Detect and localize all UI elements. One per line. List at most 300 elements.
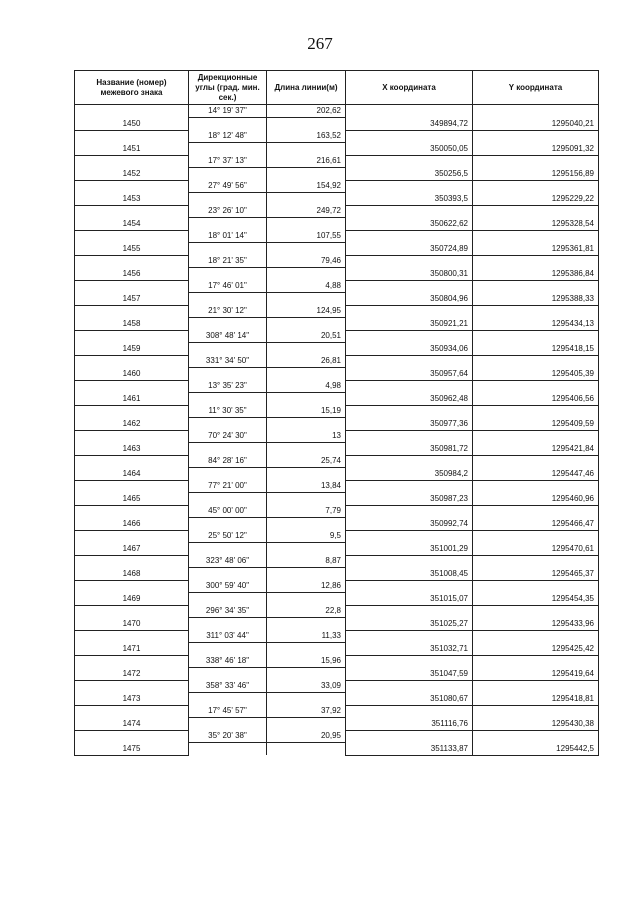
cell-y: 1295454,35 — [473, 593, 599, 606]
cell-angle: 27° 49' 56" — [189, 180, 267, 193]
table-row-segment — [75, 380, 599, 393]
table-body — [75, 105, 599, 756]
table-row-segment — [75, 605, 599, 618]
header-mark: Название (номер) межевого знака — [75, 71, 189, 105]
cell-x: 350987,23 — [346, 493, 473, 506]
cell-empty — [189, 368, 267, 381]
cell-angle: 17° 37' 13" — [189, 155, 267, 168]
table-row-point — [75, 618, 599, 631]
cell-empty — [189, 218, 267, 231]
table-row-point — [75, 693, 599, 706]
table-row-point — [75, 643, 599, 656]
cell-x: 351047,59 — [346, 668, 473, 681]
cell-x: 350622,62 — [346, 218, 473, 231]
cell-x: 351015,07 — [346, 593, 473, 606]
cell-empty — [346, 680, 473, 693]
cell-x: 351001,29 — [346, 543, 473, 556]
cell-empty — [267, 118, 346, 131]
cell-empty — [75, 280, 189, 293]
table-row-segment — [75, 255, 599, 268]
cell-empty — [473, 305, 599, 318]
cell-empty — [75, 580, 189, 593]
cell-empty — [346, 605, 473, 618]
cell-empty — [473, 730, 599, 743]
cell-empty — [75, 305, 189, 318]
cell-empty — [267, 593, 346, 606]
cell-angle: 77° 21' 00" — [189, 480, 267, 493]
cell-length: 9,5 — [267, 530, 346, 543]
cell-y: 1295388,33 — [473, 293, 599, 306]
cell-empty — [473, 455, 599, 468]
cell-x: 350804,96 — [346, 293, 473, 306]
table-row-point — [75, 318, 599, 331]
cell-mark: 1456 — [75, 268, 189, 281]
cell-x: 350962,48 — [346, 393, 473, 406]
cell-angle: 296° 34' 35" — [189, 605, 267, 618]
table-row-point — [75, 468, 599, 481]
cell-empty — [346, 455, 473, 468]
cell-y: 1295465,37 — [473, 568, 599, 581]
cell-empty — [189, 443, 267, 456]
cell-mark: 1462 — [75, 418, 189, 431]
table-row-segment — [75, 405, 599, 418]
cell-empty — [346, 380, 473, 393]
cell-y: 1295040,21 — [473, 118, 599, 131]
table-row-segment — [75, 480, 599, 493]
cell-empty — [267, 568, 346, 581]
cell-empty — [267, 293, 346, 306]
cell-mark: 1475 — [75, 743, 189, 756]
cell-mark: 1458 — [75, 318, 189, 331]
cell-empty — [189, 418, 267, 431]
cell-mark: 1472 — [75, 668, 189, 681]
cell-empty — [346, 180, 473, 193]
cell-empty — [473, 680, 599, 693]
cell-length: 7,79 — [267, 505, 346, 518]
cell-empty — [267, 718, 346, 731]
cell-empty — [267, 368, 346, 381]
table-row-point — [75, 418, 599, 431]
cell-empty — [473, 355, 599, 368]
table-row-point — [75, 743, 599, 756]
table-row-segment — [75, 455, 599, 468]
cell-empty — [346, 105, 473, 118]
cell-empty — [75, 130, 189, 143]
cell-empty — [189, 243, 267, 256]
cell-empty — [346, 530, 473, 543]
cell-x: 350934,06 — [346, 343, 473, 356]
cell-mark: 1471 — [75, 643, 189, 656]
cell-length: 12,86 — [267, 580, 346, 593]
cell-empty — [189, 268, 267, 281]
cell-empty — [267, 193, 346, 206]
cell-empty — [267, 143, 346, 156]
cell-empty — [189, 318, 267, 331]
cell-empty — [346, 580, 473, 593]
table-row-segment — [75, 180, 599, 193]
cell-x: 350992,74 — [346, 518, 473, 531]
cell-length: 4,88 — [267, 280, 346, 293]
cell-empty — [267, 693, 346, 706]
cell-angle: 45° 00' 00" — [189, 505, 267, 518]
cell-empty — [189, 668, 267, 681]
cell-empty — [189, 618, 267, 631]
cell-angle: 323° 48' 06" — [189, 555, 267, 568]
cell-y: 1295418,81 — [473, 693, 599, 706]
cell-empty — [189, 493, 267, 506]
table-row-point — [75, 193, 599, 206]
cell-angle: 308° 48' 14" — [189, 330, 267, 343]
cell-empty — [346, 280, 473, 293]
cell-angle: 13° 35' 23" — [189, 380, 267, 393]
cell-mark: 1452 — [75, 168, 189, 181]
cell-x: 350977,36 — [346, 418, 473, 431]
cell-empty — [473, 105, 599, 118]
cell-mark: 1457 — [75, 293, 189, 306]
cell-y: 1295425,42 — [473, 643, 599, 656]
cell-empty — [346, 430, 473, 443]
cell-angle: 18° 12' 48" — [189, 130, 267, 143]
cell-y: 1295361,81 — [473, 243, 599, 256]
cell-length: 249,72 — [267, 205, 346, 218]
cell-y: 1295156,89 — [473, 168, 599, 181]
cell-length: 202,62 — [267, 105, 346, 118]
cell-empty — [346, 505, 473, 518]
cell-mark: 1468 — [75, 568, 189, 581]
cell-mark: 1461 — [75, 393, 189, 406]
cell-x: 351116,76 — [346, 718, 473, 731]
cell-empty — [267, 268, 346, 281]
cell-x: 351032,71 — [346, 643, 473, 656]
cell-empty — [267, 218, 346, 231]
cell-empty — [189, 743, 267, 756]
cell-x: 351025,27 — [346, 618, 473, 631]
cell-length: 26,81 — [267, 355, 346, 368]
cell-length: 11,33 — [267, 630, 346, 643]
cell-empty — [75, 680, 189, 693]
cell-y: 1295447,46 — [473, 468, 599, 481]
cell-y: 1295406,56 — [473, 393, 599, 406]
cell-mark: 1454 — [75, 218, 189, 231]
cell-mark: 1466 — [75, 518, 189, 531]
cell-empty — [267, 518, 346, 531]
cell-empty — [473, 380, 599, 393]
table-row-point — [75, 543, 599, 556]
cell-empty — [346, 630, 473, 643]
cell-length: 124,95 — [267, 305, 346, 318]
coordinates-table — [74, 70, 599, 756]
cell-x: 350957,64 — [346, 368, 473, 381]
cell-length: 163,52 — [267, 130, 346, 143]
table-row-segment — [75, 630, 599, 643]
cell-mark: 1470 — [75, 618, 189, 631]
cell-empty — [189, 593, 267, 606]
header-x: X координата — [346, 71, 473, 105]
table-row-point — [75, 143, 599, 156]
cell-mark: 1467 — [75, 543, 189, 556]
cell-empty — [189, 518, 267, 531]
table-row-segment — [75, 555, 599, 568]
header-angle: Дирекционные углы (град. мин. сек.) — [189, 71, 267, 105]
cell-empty — [267, 743, 346, 756]
cell-empty — [75, 605, 189, 618]
table-row-point — [75, 443, 599, 456]
cell-x: 351080,67 — [346, 693, 473, 706]
cell-x: 350984,2 — [346, 468, 473, 481]
cell-length: 37,92 — [267, 705, 346, 718]
cell-empty — [75, 705, 189, 718]
cell-angle: 311° 03' 44" — [189, 630, 267, 643]
table-row-segment — [75, 580, 599, 593]
cell-empty — [473, 705, 599, 718]
cell-y: 1295470,61 — [473, 543, 599, 556]
cell-length: 33,09 — [267, 680, 346, 693]
cell-empty — [267, 418, 346, 431]
cell-empty — [75, 155, 189, 168]
page-number: 267 — [307, 34, 333, 53]
cell-empty — [346, 705, 473, 718]
cell-mark: 1451 — [75, 143, 189, 156]
cell-angle: 338° 46' 18" — [189, 655, 267, 668]
cell-empty — [473, 155, 599, 168]
cell-mark: 1474 — [75, 718, 189, 731]
cell-x: 350050,05 — [346, 143, 473, 156]
cell-angle: 358° 33' 46" — [189, 680, 267, 693]
cell-empty — [189, 643, 267, 656]
table-row-segment — [75, 430, 599, 443]
cell-angle: 17° 45' 57" — [189, 705, 267, 718]
cell-angle: 21° 30' 12" — [189, 305, 267, 318]
cell-length: 4,98 — [267, 380, 346, 393]
cell-x: 350981,72 — [346, 443, 473, 456]
cell-empty — [267, 243, 346, 256]
cell-y: 1295386,84 — [473, 268, 599, 281]
table-row-point — [75, 268, 599, 281]
cell-empty — [75, 380, 189, 393]
cell-empty — [189, 168, 267, 181]
cell-y: 1295434,13 — [473, 318, 599, 331]
table-row-point — [75, 718, 599, 731]
table-header-row — [75, 71, 599, 105]
cell-empty — [346, 230, 473, 243]
cell-empty — [75, 405, 189, 418]
cell-angle: 23° 26' 10" — [189, 205, 267, 218]
cell-y: 1295433,96 — [473, 618, 599, 631]
cell-empty — [473, 280, 599, 293]
table-row-point — [75, 118, 599, 131]
cell-empty — [189, 143, 267, 156]
table-row-point — [75, 518, 599, 531]
cell-y: 1295405,39 — [473, 368, 599, 381]
cell-angle: 18° 01' 14" — [189, 230, 267, 243]
cell-empty — [473, 405, 599, 418]
cell-angle: 11° 30' 35" — [189, 405, 267, 418]
table-row-segment — [75, 680, 599, 693]
cell-y: 1295421,84 — [473, 443, 599, 456]
table-row-segment — [75, 705, 599, 718]
cell-y: 1295460,96 — [473, 493, 599, 506]
cell-empty — [346, 480, 473, 493]
cell-empty — [75, 205, 189, 218]
cell-empty — [346, 405, 473, 418]
cell-empty — [75, 505, 189, 518]
cell-empty — [346, 355, 473, 368]
cell-empty — [189, 343, 267, 356]
cell-length: 154,92 — [267, 180, 346, 193]
cell-angle: 70° 24' 30" — [189, 430, 267, 443]
cell-x: 350256,5 — [346, 168, 473, 181]
cell-mark: 1460 — [75, 368, 189, 381]
table-row-segment — [75, 105, 599, 118]
cell-y: 1295418,15 — [473, 343, 599, 356]
cell-length: 13,84 — [267, 480, 346, 493]
cell-empty — [189, 118, 267, 131]
table-row-segment — [75, 230, 599, 243]
cell-angle: 331° 34' 50" — [189, 355, 267, 368]
cell-y: 1295430,38 — [473, 718, 599, 731]
cell-empty — [473, 480, 599, 493]
cell-empty — [267, 618, 346, 631]
cell-mark: 1473 — [75, 693, 189, 706]
cell-mark: 1450 — [75, 118, 189, 131]
cell-angle: 18° 21' 35" — [189, 255, 267, 268]
cell-empty — [473, 205, 599, 218]
cell-empty — [473, 330, 599, 343]
cell-x: 349894,72 — [346, 118, 473, 131]
cell-mark: 1469 — [75, 593, 189, 606]
table-row-point — [75, 368, 599, 381]
cell-empty — [267, 168, 346, 181]
cell-empty — [75, 180, 189, 193]
cell-empty — [75, 430, 189, 443]
cell-empty — [75, 530, 189, 543]
cell-empty — [346, 205, 473, 218]
cell-empty — [75, 230, 189, 243]
table-row-point — [75, 493, 599, 506]
table-row-point — [75, 593, 599, 606]
cell-length: 13 — [267, 430, 346, 443]
cell-empty — [473, 180, 599, 193]
header-length: Длина линии(м) — [267, 71, 346, 105]
table-row-point — [75, 668, 599, 681]
cell-empty — [346, 155, 473, 168]
cell-length: 107,55 — [267, 230, 346, 243]
cell-y: 1295328,54 — [473, 218, 599, 231]
cell-y: 1295419,64 — [473, 668, 599, 681]
table-row-point — [75, 243, 599, 256]
cell-empty — [75, 655, 189, 668]
cell-angle: 17° 46' 01" — [189, 280, 267, 293]
cell-empty — [346, 555, 473, 568]
cell-length: 15,19 — [267, 405, 346, 418]
cell-y: 1295466,47 — [473, 518, 599, 531]
cell-empty — [75, 480, 189, 493]
cell-mark: 1465 — [75, 493, 189, 506]
cell-empty — [473, 255, 599, 268]
cell-empty — [267, 393, 346, 406]
cell-empty — [473, 580, 599, 593]
cell-length: 79,46 — [267, 255, 346, 268]
cell-empty — [346, 305, 473, 318]
cell-empty — [75, 355, 189, 368]
table-row-segment — [75, 280, 599, 293]
table-row-point — [75, 343, 599, 356]
cell-empty — [267, 493, 346, 506]
table-row-segment — [75, 655, 599, 668]
cell-empty — [473, 605, 599, 618]
table-row-segment — [75, 205, 599, 218]
cell-empty — [473, 230, 599, 243]
cell-length: 15,96 — [267, 655, 346, 668]
cell-angle: 35° 20' 38" — [189, 730, 267, 743]
table-row-segment — [75, 130, 599, 143]
cell-empty — [75, 255, 189, 268]
cell-mark: 1464 — [75, 468, 189, 481]
cell-empty — [346, 330, 473, 343]
cell-empty — [267, 468, 346, 481]
cell-mark: 1453 — [75, 193, 189, 206]
cell-empty — [75, 105, 189, 118]
cell-empty — [473, 430, 599, 443]
cell-empty — [189, 293, 267, 306]
cell-length: 25,74 — [267, 455, 346, 468]
table-row-segment — [75, 330, 599, 343]
table-row-segment — [75, 505, 599, 518]
cell-y: 1295229,22 — [473, 193, 599, 206]
cell-empty — [189, 543, 267, 556]
cell-empty — [267, 643, 346, 656]
table-row-segment — [75, 530, 599, 543]
cell-empty — [189, 693, 267, 706]
cell-length: 20,95 — [267, 730, 346, 743]
cell-empty — [267, 318, 346, 331]
cell-empty — [473, 130, 599, 143]
cell-empty — [346, 730, 473, 743]
cell-angle: 300° 59' 40" — [189, 580, 267, 593]
table-row-segment — [75, 155, 599, 168]
cell-empty — [189, 393, 267, 406]
cell-empty — [267, 543, 346, 556]
cell-empty — [473, 555, 599, 568]
table-row-segment — [75, 355, 599, 368]
cell-empty — [346, 255, 473, 268]
table-row-point — [75, 168, 599, 181]
cell-angle: 25° 50' 12" — [189, 530, 267, 543]
cell-empty — [189, 193, 267, 206]
cell-empty — [267, 343, 346, 356]
cell-x: 350393,5 — [346, 193, 473, 206]
cell-y: 1295409,59 — [473, 418, 599, 431]
cell-empty — [473, 630, 599, 643]
cell-mark: 1459 — [75, 343, 189, 356]
cell-y: 1295091,32 — [473, 143, 599, 156]
cell-empty — [473, 530, 599, 543]
cell-empty — [75, 730, 189, 743]
cell-empty — [267, 668, 346, 681]
table-row-segment — [75, 305, 599, 318]
header-y: Y координата — [473, 71, 599, 105]
table-row-point — [75, 218, 599, 231]
cell-empty — [75, 630, 189, 643]
table-row-point — [75, 568, 599, 581]
cell-empty — [189, 718, 267, 731]
cell-empty — [189, 568, 267, 581]
cell-empty — [189, 468, 267, 481]
cell-empty — [346, 655, 473, 668]
cell-empty — [75, 330, 189, 343]
cell-empty — [473, 655, 599, 668]
cell-empty — [346, 130, 473, 143]
